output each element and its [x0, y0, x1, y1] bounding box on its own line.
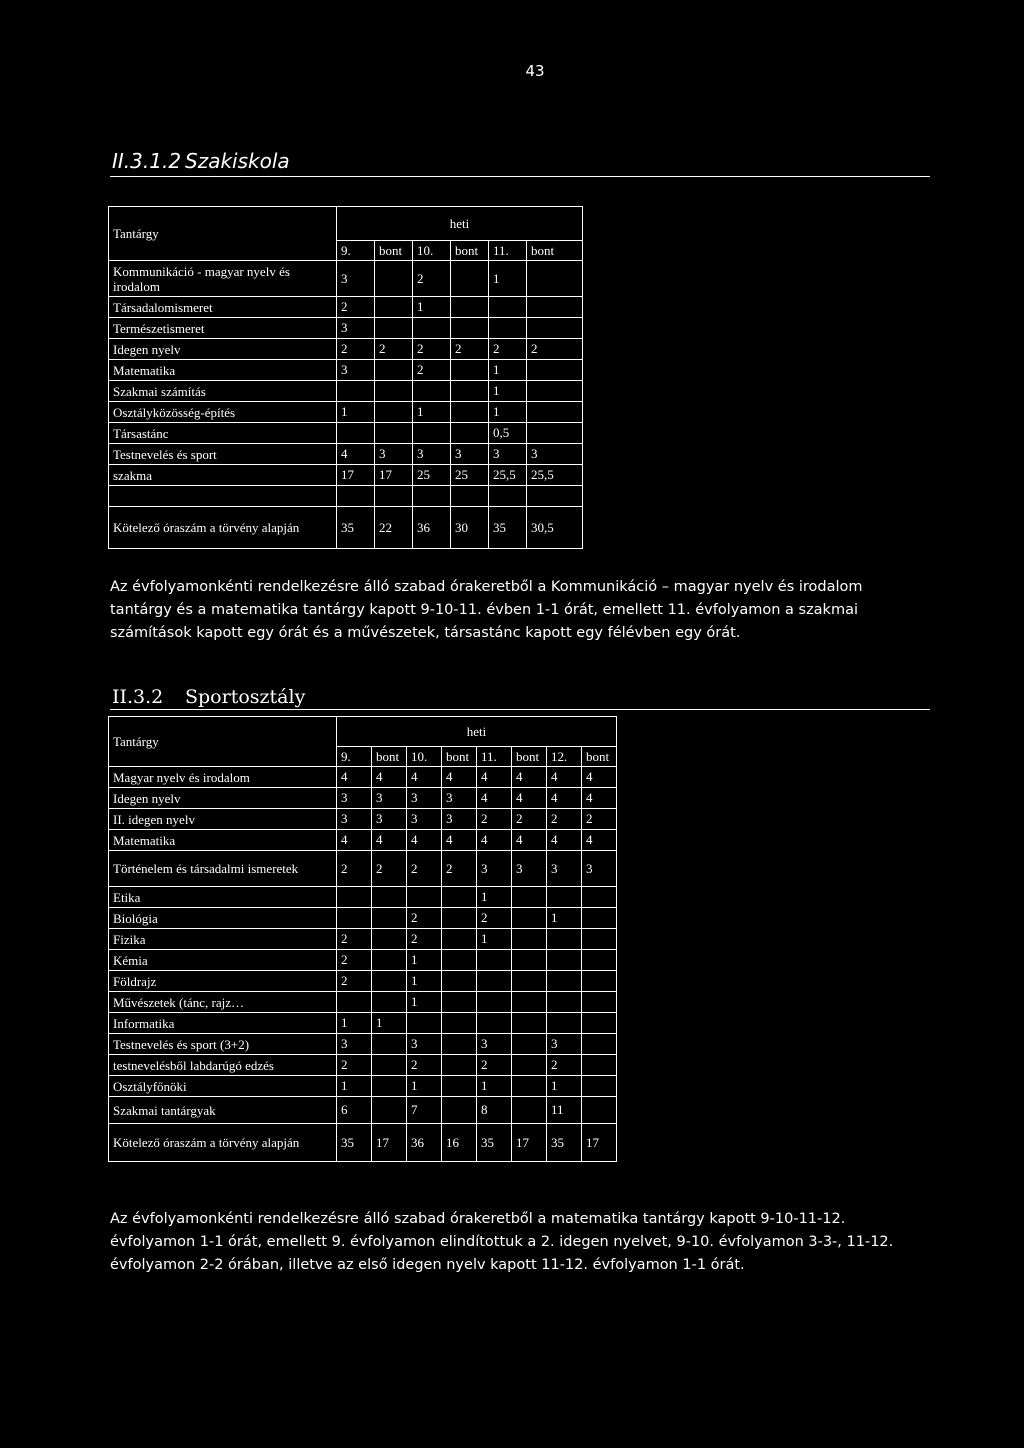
- table-cell: [582, 992, 617, 1013]
- table-row: [109, 971, 617, 992]
- table-cell: [413, 486, 451, 507]
- table-cell: [512, 1013, 547, 1034]
- table-cell: 2: [407, 908, 442, 929]
- table-cell: 2: [407, 851, 442, 887]
- table-cell: 2: [489, 339, 527, 360]
- table-cell: [372, 1034, 407, 1055]
- table-cell: [451, 486, 489, 507]
- row-subject: Osztályközösség-építés: [109, 402, 337, 423]
- table-cell: 1: [337, 402, 375, 423]
- table-cell: [547, 992, 582, 1013]
- table-cell: [512, 992, 547, 1013]
- table-cell: 3: [337, 1034, 372, 1055]
- table-cell: [442, 1034, 477, 1055]
- column-header: bont: [582, 747, 617, 767]
- table-cell: 25: [451, 465, 489, 486]
- table-row: [109, 830, 617, 851]
- table-cell: 3: [527, 444, 583, 465]
- table-cell: [451, 402, 489, 423]
- table-cell: 25: [413, 465, 451, 486]
- column-header: bont: [372, 747, 407, 767]
- table-cell: 7: [407, 1097, 442, 1124]
- section-rule: [110, 176, 930, 177]
- row-subject: Művészetek (tánc, rajz…: [109, 992, 337, 1013]
- table-cell: 3: [582, 851, 617, 887]
- table-cell: [527, 360, 583, 381]
- table-cell: 17: [375, 465, 413, 486]
- row-subject: Társadalomismeret: [109, 297, 337, 318]
- table-cell: 30,5: [527, 507, 583, 549]
- table-cell: [442, 887, 477, 908]
- table-row: [109, 381, 583, 402]
- table-cell: [442, 1076, 477, 1097]
- table-cell: 1: [489, 261, 527, 297]
- table-cell: 4: [337, 444, 375, 465]
- table-cell: 1: [477, 929, 512, 950]
- table-cell: 4: [512, 788, 547, 809]
- table-cell: 4: [547, 788, 582, 809]
- table-row: [109, 507, 583, 549]
- table-row: [109, 908, 617, 929]
- table-row: [109, 261, 583, 297]
- table-cell: [375, 381, 413, 402]
- table-cell: 3: [442, 809, 477, 830]
- table-cell: 2: [337, 950, 372, 971]
- header-group: heti: [337, 207, 583, 241]
- table-cell: 25,5: [489, 465, 527, 486]
- table-cell: 2: [337, 297, 375, 318]
- table-cell: 35: [477, 1124, 512, 1162]
- table-cell: [372, 1076, 407, 1097]
- column-header: 10.: [407, 747, 442, 767]
- table-cell: 3: [407, 788, 442, 809]
- table-row: [109, 297, 583, 318]
- table-cell: 2: [413, 261, 451, 297]
- table-cell: 1: [337, 1013, 372, 1034]
- table-cell: 1: [413, 297, 451, 318]
- table-cell: [407, 1013, 442, 1034]
- table-cell: 1: [477, 1076, 512, 1097]
- table-cell: 2: [337, 1055, 372, 1076]
- table-cell: 2: [407, 1055, 442, 1076]
- table-cell: 3: [442, 788, 477, 809]
- table-cell: [451, 297, 489, 318]
- section-heading-sportosztaly: [112, 682, 305, 712]
- table-cell: 25,5: [527, 465, 583, 486]
- table-cell: 4: [442, 767, 477, 788]
- table-cell: [512, 971, 547, 992]
- table-cell: 0,5: [489, 423, 527, 444]
- column-header: bont: [512, 747, 547, 767]
- table-cell: [512, 1034, 547, 1055]
- table-row: [109, 318, 583, 339]
- table-cell: 2: [337, 971, 372, 992]
- table-cell: [372, 929, 407, 950]
- table-row: [109, 929, 617, 950]
- row-subject: [109, 486, 337, 507]
- table-row: [109, 1124, 617, 1162]
- table-cell: [582, 971, 617, 992]
- table-cell: 2: [442, 851, 477, 887]
- column-header: 9.: [337, 241, 375, 261]
- table-cell: [372, 887, 407, 908]
- table-cell: 3: [337, 360, 375, 381]
- header-group: heti: [337, 717, 617, 747]
- table-cell: 3: [337, 809, 372, 830]
- table-cell: [451, 261, 489, 297]
- table-cell: 1: [547, 908, 582, 929]
- section-rule: [110, 709, 930, 710]
- row-subject: Osztályfőnöki: [109, 1076, 337, 1097]
- row-subject: szakma: [109, 465, 337, 486]
- table-cell: [512, 1076, 547, 1097]
- table-cell: 2: [375, 339, 413, 360]
- table-cell: 4: [477, 788, 512, 809]
- table-cell: [442, 929, 477, 950]
- table-cell: [527, 297, 583, 318]
- section-number: II.3.1.2: [112, 149, 182, 173]
- table-cell: [582, 1097, 617, 1124]
- row-subject: Szakmai tantárgyak: [109, 1097, 337, 1124]
- table-cell: 35: [337, 1124, 372, 1162]
- row-subject: Történelem és társadalmi ismeretek: [109, 851, 337, 887]
- page-number: 43: [525, 62, 545, 80]
- table-cell: [527, 318, 583, 339]
- table-cell: [337, 992, 372, 1013]
- row-subject: Matematika: [109, 830, 337, 851]
- table-cell: 4: [407, 830, 442, 851]
- table-cell: 2: [547, 809, 582, 830]
- row-subject: Idegen nyelv: [109, 339, 337, 360]
- table-row: [109, 1034, 617, 1055]
- table-cell: [512, 887, 547, 908]
- table-cell: [512, 1097, 547, 1124]
- column-header: bont: [442, 747, 477, 767]
- column-header: bont: [527, 241, 583, 261]
- table-cell: 4: [372, 767, 407, 788]
- table-cell: [337, 887, 372, 908]
- table-cell: [582, 929, 617, 950]
- table-cell: [547, 950, 582, 971]
- table-cell: 1: [489, 360, 527, 381]
- table-cell: [442, 1055, 477, 1076]
- table-cell: [489, 318, 527, 339]
- table-cell: 3: [547, 851, 582, 887]
- table-cell: [375, 297, 413, 318]
- row-subject: Testnevelés és sport (3+2): [109, 1034, 337, 1055]
- table-cell: [337, 381, 375, 402]
- column-header: bont: [375, 241, 413, 261]
- table-cell: [372, 1097, 407, 1124]
- table-cell: 17: [372, 1124, 407, 1162]
- table-cell: 2: [372, 851, 407, 887]
- table-cell: [582, 1034, 617, 1055]
- row-subject: Informatika: [109, 1013, 337, 1034]
- table-cell: 3: [512, 851, 547, 887]
- table-row: [109, 465, 583, 486]
- table-cell: 36: [407, 1124, 442, 1162]
- column-header: bont: [451, 241, 489, 261]
- table-cell: 4: [337, 767, 372, 788]
- table-cell: 1: [407, 992, 442, 1013]
- table-cell: 1: [337, 1076, 372, 1097]
- table-cell: 1: [413, 402, 451, 423]
- table-row: [109, 1076, 617, 1097]
- table-cell: [407, 887, 442, 908]
- table-cell: 3: [413, 444, 451, 465]
- table-cell: [527, 423, 583, 444]
- table-row: [109, 402, 583, 423]
- table-cell: [375, 402, 413, 423]
- row-subject: Testnevelés és sport: [109, 444, 337, 465]
- table-cell: [337, 423, 375, 444]
- table-row: [109, 788, 617, 809]
- table-cell: 36: [413, 507, 451, 549]
- table-cell: [451, 318, 489, 339]
- table-cell: [442, 971, 477, 992]
- row-subject: Kémia: [109, 950, 337, 971]
- table-cell: [582, 1076, 617, 1097]
- table-cell: 2: [337, 929, 372, 950]
- table-cell: 17: [512, 1124, 547, 1162]
- table-row: [109, 1097, 617, 1124]
- table-cell: 2: [413, 339, 451, 360]
- table-cell: [477, 1013, 512, 1034]
- table-row: [109, 887, 617, 908]
- szakiskola-paragraph: Az évfolyamonkénti rendelkezésre álló szabad órakeretből a Kommunikáció – magyar nyelv és irodalom tantárgy és a matematika tantárgy kapott 9-10-11. évben 1-1 órát, emellett 11. évfolyamon a szakmai számítások kapott egy órát és a művészetek, társastánc kapott egy félévben egy órát.: [110, 579, 863, 641]
- table-cell: 2: [477, 908, 512, 929]
- table-row: [109, 339, 583, 360]
- table-cell: [477, 971, 512, 992]
- table-cell: [372, 908, 407, 929]
- row-subject: Fizika: [109, 929, 337, 950]
- section-heading-szakiskola: [112, 146, 290, 176]
- table-cell: [527, 402, 583, 423]
- table-cell: [442, 950, 477, 971]
- table-cell: [372, 992, 407, 1013]
- table-cell: [451, 381, 489, 402]
- table-cell: 2: [407, 929, 442, 950]
- header-subject: Tantárgy: [109, 717, 337, 767]
- table-cell: 4: [582, 830, 617, 851]
- table-row: [109, 851, 617, 887]
- table-cell: [547, 887, 582, 908]
- table-cell: 1: [372, 1013, 407, 1034]
- table-cell: 4: [477, 767, 512, 788]
- table-cell: [527, 381, 583, 402]
- table-cell: 16: [442, 1124, 477, 1162]
- table-cell: 2: [582, 809, 617, 830]
- table-cell: [477, 950, 512, 971]
- table-cell: 1: [547, 1076, 582, 1097]
- table-cell: [375, 486, 413, 507]
- section-title: Sportosztály: [185, 686, 306, 708]
- row-subject: Biológia: [109, 908, 337, 929]
- table-cell: [442, 1013, 477, 1034]
- table-cell: 4: [582, 788, 617, 809]
- table-cell: [527, 261, 583, 297]
- section-title: Szakiskola: [185, 149, 290, 173]
- sportosztaly-table: [108, 716, 617, 1162]
- row-subject: Matematika: [109, 360, 337, 381]
- table-cell: 3: [407, 1034, 442, 1055]
- table-cell: [442, 1097, 477, 1124]
- sportosztaly-paragraph: Az évfolyamonkénti rendelkezésre álló szabad órakeretből a matematika tantárgy kapott 9-10-11-12. évfolyamon 1-1 órát, emellett 9. évfolyamon elindítottuk a 2. idegen nyelvet, 9-10. évfolyamon 3-3-, 11-12. évfolyamon 2-2 órában, illetve az első idegen nyelv kapott 11-12. évfolyamon 1-1 órát.: [110, 1211, 894, 1273]
- table-cell: [582, 1055, 617, 1076]
- table-cell: [337, 908, 372, 929]
- table-cell: 1: [489, 381, 527, 402]
- table-cell: 3: [337, 788, 372, 809]
- row-subject: Társastánc: [109, 423, 337, 444]
- table-cell: 2: [413, 360, 451, 381]
- table-row: [109, 950, 617, 971]
- table-cell: [375, 423, 413, 444]
- table-cell: [372, 971, 407, 992]
- table-cell: 4: [407, 767, 442, 788]
- column-header: 12.: [547, 747, 582, 767]
- table-cell: 1: [407, 1076, 442, 1097]
- column-header: 11.: [489, 241, 527, 261]
- table-cell: [527, 486, 583, 507]
- table-cell: 2: [337, 339, 375, 360]
- table-row: [109, 1013, 617, 1034]
- table-cell: 3: [477, 1034, 512, 1055]
- table-cell: 2: [547, 1055, 582, 1076]
- row-subject: Etika: [109, 887, 337, 908]
- row-subject: Földrajz: [109, 971, 337, 992]
- table-cell: 17: [337, 465, 375, 486]
- table-cell: 3: [337, 318, 375, 339]
- row-subject: Szakmai számítás: [109, 381, 337, 402]
- table-cell: [451, 423, 489, 444]
- row-subject: testnevelésből labdarúgó edzés: [109, 1055, 337, 1076]
- table-row: [109, 809, 617, 830]
- table-row: [109, 1055, 617, 1076]
- table-cell: [547, 971, 582, 992]
- table-row: [109, 767, 617, 788]
- table-cell: 3: [372, 788, 407, 809]
- table-cell: 4: [512, 767, 547, 788]
- column-header: 10.: [413, 241, 451, 261]
- column-header: 11.: [477, 747, 512, 767]
- table-row: [109, 360, 583, 381]
- section-number: II.3.2: [112, 686, 164, 708]
- table-cell: [489, 297, 527, 318]
- table-row: [109, 486, 583, 507]
- row-subject: Idegen nyelv: [109, 788, 337, 809]
- table-cell: [413, 318, 451, 339]
- table-cell: [375, 360, 413, 381]
- table-cell: 4: [582, 767, 617, 788]
- table-cell: [477, 992, 512, 1013]
- table-cell: 3: [372, 809, 407, 830]
- table-cell: 2: [337, 851, 372, 887]
- table-row: [109, 444, 583, 465]
- table-cell: 22: [375, 507, 413, 549]
- table-cell: 2: [527, 339, 583, 360]
- table-cell: [512, 908, 547, 929]
- table-cell: 3: [489, 444, 527, 465]
- table-cell: 4: [442, 830, 477, 851]
- table-cell: [451, 360, 489, 381]
- table-row: [109, 423, 583, 444]
- table-cell: 11: [547, 1097, 582, 1124]
- table-cell: 1: [477, 887, 512, 908]
- table-cell: 4: [372, 830, 407, 851]
- table-cell: 1: [407, 950, 442, 971]
- table-cell: [413, 381, 451, 402]
- table-cell: [547, 929, 582, 950]
- table-cell: 2: [512, 809, 547, 830]
- table-cell: [582, 1013, 617, 1034]
- table-cell: 17: [582, 1124, 617, 1162]
- table-cell: 6: [337, 1097, 372, 1124]
- table-row: [109, 992, 617, 1013]
- table-cell: [375, 318, 413, 339]
- table-cell: [582, 950, 617, 971]
- table-cell: [442, 908, 477, 929]
- table-cell: 35: [489, 507, 527, 549]
- table-cell: [582, 908, 617, 929]
- szakiskola-table: [108, 206, 583, 549]
- table-cell: 2: [451, 339, 489, 360]
- column-header: 9.: [337, 747, 372, 767]
- table-cell: 3: [407, 809, 442, 830]
- table-cell: 4: [547, 830, 582, 851]
- table-cell: 2: [477, 809, 512, 830]
- table-cell: [337, 486, 375, 507]
- table-cell: 4: [512, 830, 547, 851]
- table-cell: [372, 1055, 407, 1076]
- table-cell: [547, 1013, 582, 1034]
- table-cell: [582, 887, 617, 908]
- table-cell: 35: [337, 507, 375, 549]
- table-cell: 35: [547, 1124, 582, 1162]
- table-cell: 3: [451, 444, 489, 465]
- table-cell: 8: [477, 1097, 512, 1124]
- table-cell: 3: [375, 444, 413, 465]
- table-cell: 1: [407, 971, 442, 992]
- row-subject: Magyar nyelv és irodalom: [109, 767, 337, 788]
- table-cell: [489, 486, 527, 507]
- table-cell: 3: [337, 261, 375, 297]
- row-subject: II. idegen nyelv: [109, 809, 337, 830]
- table-cell: 4: [547, 767, 582, 788]
- table-cell: 30: [451, 507, 489, 549]
- table-cell: 2: [477, 1055, 512, 1076]
- row-subject: Kommunikáció - magyar nyelv és irodalom: [109, 261, 337, 297]
- table-cell: [372, 950, 407, 971]
- table-cell: 3: [547, 1034, 582, 1055]
- table-cell: [512, 1055, 547, 1076]
- table-cell: 4: [477, 830, 512, 851]
- row-subject: Kötelező óraszám a törvény alapján: [109, 1124, 337, 1162]
- row-subject: Kötelező óraszám a törvény alapján: [109, 507, 337, 549]
- table-cell: [442, 992, 477, 1013]
- table-cell: 3: [477, 851, 512, 887]
- header-subject: Tantárgy: [109, 207, 337, 261]
- row-subject: Természetismeret: [109, 318, 337, 339]
- table-cell: 1: [489, 402, 527, 423]
- table-cell: [512, 929, 547, 950]
- table-cell: [413, 423, 451, 444]
- table-cell: [512, 950, 547, 971]
- table-cell: [375, 261, 413, 297]
- table-cell: 4: [337, 830, 372, 851]
